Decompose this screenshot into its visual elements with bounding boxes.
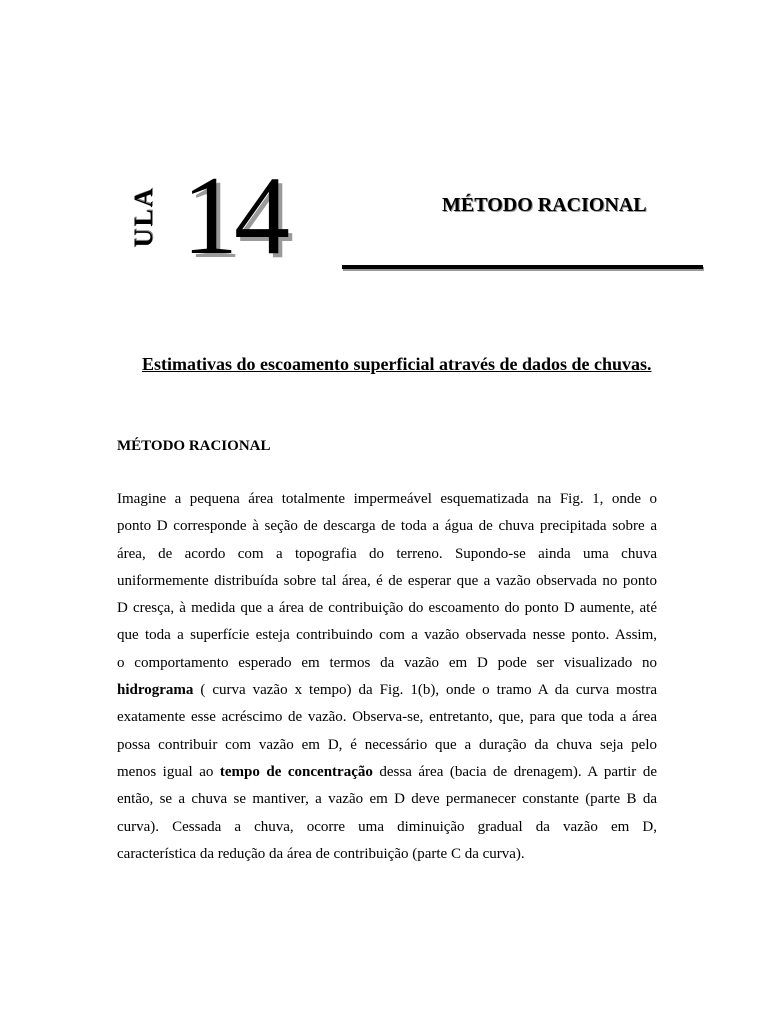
title-underline-rule (342, 265, 703, 269)
paragraph-line: D cresça, à medida que a área de contribuição do escoamento do ponto D aumente, até (117, 600, 657, 617)
paragraph-line: que toda a superfície esteja contribuindo com a vazão observada nesse ponto. Assim, (117, 627, 657, 644)
term-hidrograma: hidrograma (117, 682, 194, 699)
chapter-number: 14 (182, 154, 286, 278)
paragraph-line: característica da redução da área de contribuição (parte C da curva). (117, 845, 525, 862)
line-text: dessa área (bacia de drenagem). A partir de (372, 763, 657, 780)
document-subtitle: Estimativas do escoamento superficial através de dados de chuvas. (142, 354, 652, 374)
paragraph-line: Imagine a pequena área totalmente impermeável esquematizada na Fig. 1, onde o (117, 491, 657, 507)
paragraph-line: curva). Cessada a chuva, ocorre uma diminuição gradual da vazão em D, (117, 818, 657, 835)
body-paragraph (117, 486, 657, 868)
paragraph-line: exatamente esse acréscimo de vazão. Observa-se, entretanto, que, para que toda a área (117, 709, 657, 726)
line-text: ( curva vazão x tempo) da Fig. 1(b), onde o tramo A da curva mostra (193, 682, 657, 699)
paragraph-line: ponto D corresponde à seção de descarga de toda a água de chuva precipitada sobre a (117, 518, 657, 535)
line-text: menos igual ao (117, 763, 220, 780)
paragraph-line: então, se a chuva se mantiver, a vazão em D deve permanecer constante (parte B da (117, 791, 657, 808)
section-heading: MÉTODO RACIONAL (117, 438, 271, 454)
paragraph-line: o comportamento esperado em termos da vazão em D pode ser visualizado no (117, 654, 657, 671)
paragraph-line (117, 677, 657, 704)
chapter-title: MÉTODO RACIONAL (442, 194, 647, 216)
chapter-label: ULA (129, 186, 158, 248)
paragraph-line: área, de acordo com a topografia do terreno. Supondo-se ainda uma chuva (117, 545, 657, 562)
paragraph-line: possa contribuir com vazão em D, é necessário que a duração da chuva seja pelo (117, 736, 657, 753)
paragraph-line: uniformemente distribuída sobre tal área, é de esperar que a vazão observada no ponto (117, 572, 657, 589)
paragraph-line (117, 759, 657, 786)
term-tempo-de-concentracao: tempo de concentração (219, 763, 373, 780)
